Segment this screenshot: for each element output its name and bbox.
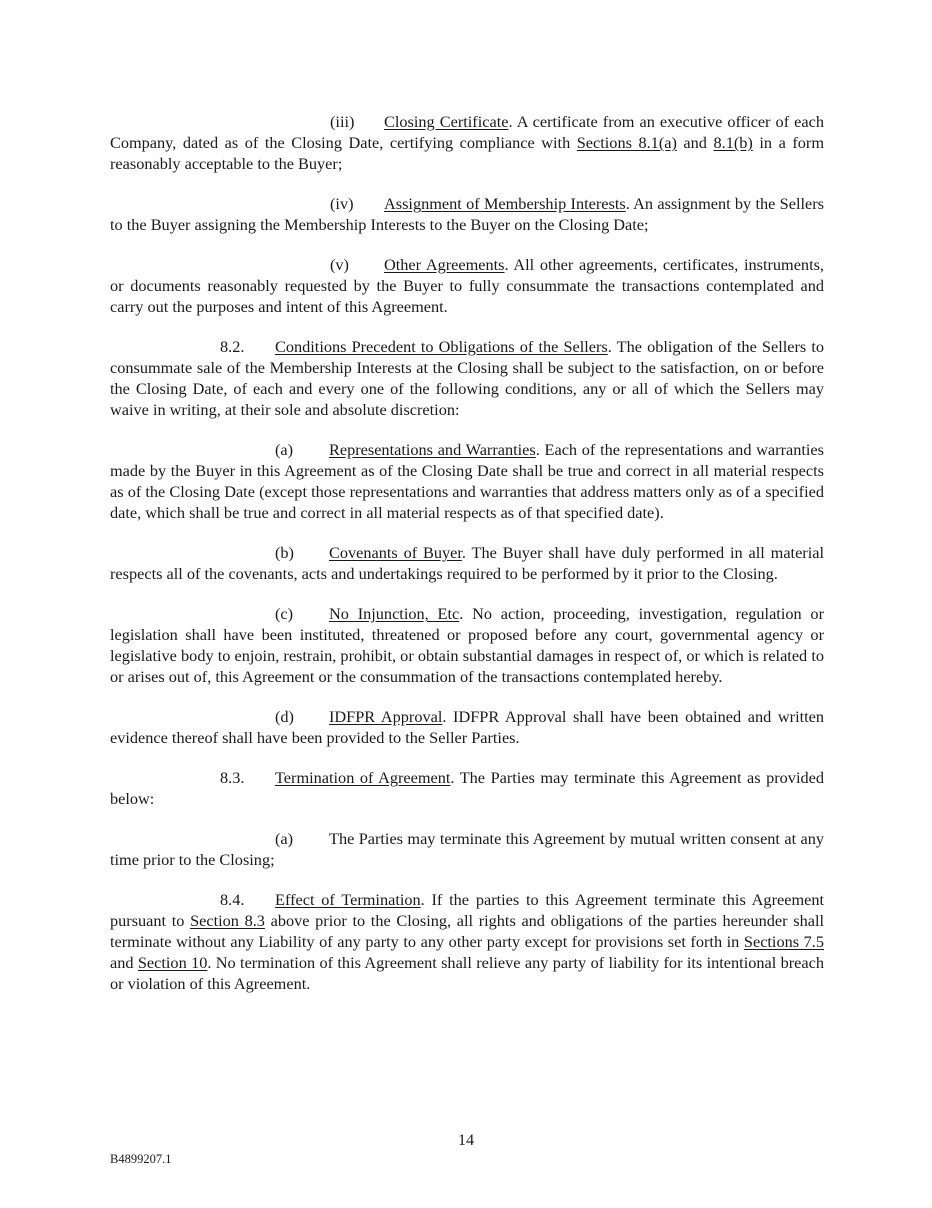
paragraph-84 (110, 889, 824, 994)
paragraph-number: (a) (275, 440, 294, 459)
paragraph-a (110, 439, 824, 523)
paragraph-heading: No Injunction, Etc (329, 604, 460, 623)
paragraph-iv (110, 193, 824, 235)
paragraph-text: . The Parties may terminate this Agreement as provided below: (110, 768, 824, 808)
paragraph-number: (iv) (330, 194, 354, 213)
paragraph-text: . IDFPR Approval shall have been obtained and written evidence thereof shall have been provided to the Seller Parties. (110, 707, 824, 747)
paragraph-text: . The obligation of the Sellers to consummate sale of the Membership Interests at the Closing shall be subject to the satisfaction, on or before the Closing Date, of each and every one of the following conditions, any or all of which the Sellers may waive in writing, at their sole and absolute discretion: (110, 337, 825, 419)
paragraph-number: (d) (275, 707, 294, 726)
paragraph-text: and (110, 953, 138, 972)
paragraph-heading: Assignment of Membership Interests (384, 194, 626, 213)
page-number: 14 (457, 1130, 475, 1149)
section-reference: 8.1(b) (713, 133, 753, 152)
paragraph-c (110, 603, 824, 687)
paragraph-heading: Effect of Termination (275, 890, 421, 909)
paragraph-number: 8.2. (220, 337, 245, 356)
paragraph-a (110, 828, 824, 870)
section-reference: Sections 7.5 (743, 932, 825, 951)
paragraph-text: . Each of the representations and warranties made by the Buyer in this Agreement as of the Closing Date shall be true and correct in all material respects as of the Closing Date (except those representations and warranties that address matters only as of a specified date, which shall be true and correct in all material respects as of that specified date). (110, 440, 824, 522)
section-reference: Section 10 (137, 953, 208, 972)
document-id: B4899207.1 (110, 1152, 172, 1166)
paragraph-b (110, 542, 824, 584)
paragraph-number: 8.3. (220, 768, 245, 787)
paragraph-text: . A certificate from an executive officer of each Company, dated as of the Closing Date, certifying compliance with (110, 112, 825, 152)
paragraph-82 (110, 336, 824, 420)
paragraph-number: (c) (275, 604, 294, 623)
paragraph-text: and (676, 133, 714, 152)
paragraph-text: . No action, proceeding, investigation, regulation or legislation shall have been instituted, threatened or proposed before any court, governmental agency or legislative body to enjoin, restrain, prohibit, or obtain substantial damages in respect of, or which is related to or arises out of, this Agreement or the consummation of the transactions contemplated hereby. (110, 604, 824, 686)
paragraph-heading: Other Agreements (384, 255, 505, 274)
paragraph-number: 8.4. (220, 890, 245, 909)
paragraph-text: . An assignment by the Sellers to the Buyer assigning the Membership Interests to the Buyer on the Closing Date; (110, 194, 824, 234)
paragraph-iii (110, 111, 824, 174)
paragraph-heading: IDFPR Approval (329, 707, 443, 726)
paragraph-number: (iii) (330, 112, 355, 131)
paragraph-heading: Termination of Agreement (275, 768, 451, 787)
paragraph-v (110, 254, 824, 317)
paragraph-number: (a) (275, 829, 294, 848)
paragraph-text: in a form reasonably acceptable to the Buyer; (110, 133, 824, 173)
paragraph-text: The Parties may terminate this Agreement by mutual written consent at any time prior to the Closing; (110, 829, 824, 869)
paragraph-number: (v) (330, 255, 349, 274)
paragraph-heading: Representations and Warranties (329, 440, 536, 459)
paragraph-83 (110, 767, 824, 809)
paragraph-heading: Covenants of Buyer (329, 543, 462, 562)
paragraph-number: (b) (275, 543, 294, 562)
paragraph-heading: Closing Certificate (384, 112, 509, 131)
paragraph-d (110, 706, 824, 748)
document-body (110, 111, 824, 1013)
paragraph-text: . The Buyer shall have duly performed in all material respects all of the covenants, acts and undertakings required to be performed by it prior to the Closing. (110, 543, 824, 583)
section-reference: Sections 8.1(a) (576, 133, 677, 152)
paragraph-heading: Conditions Precedent to Obligations of the Sellers (275, 337, 608, 356)
section-reference: Section 8.3 (190, 911, 265, 930)
paragraph-text: . No termination of this Agreement shall relieve any party of liability for its intentional breach or violation of this Agreement. (110, 953, 824, 993)
paragraph-text: . If the parties to this Agreement terminate this Agreement pursuant to (110, 890, 824, 930)
paragraph-text: . All other agreements, certificates, instruments, or documents reasonably requested by the Buyer to fully consummate the transactions contemplated and carry out the purposes and intent of this Agreement. (110, 255, 825, 316)
paragraph-text: above prior to the Closing, all rights and obligations of the parties hereunder shall terminate without any Liability of any party to any other party except for provisions set forth in (110, 911, 824, 951)
